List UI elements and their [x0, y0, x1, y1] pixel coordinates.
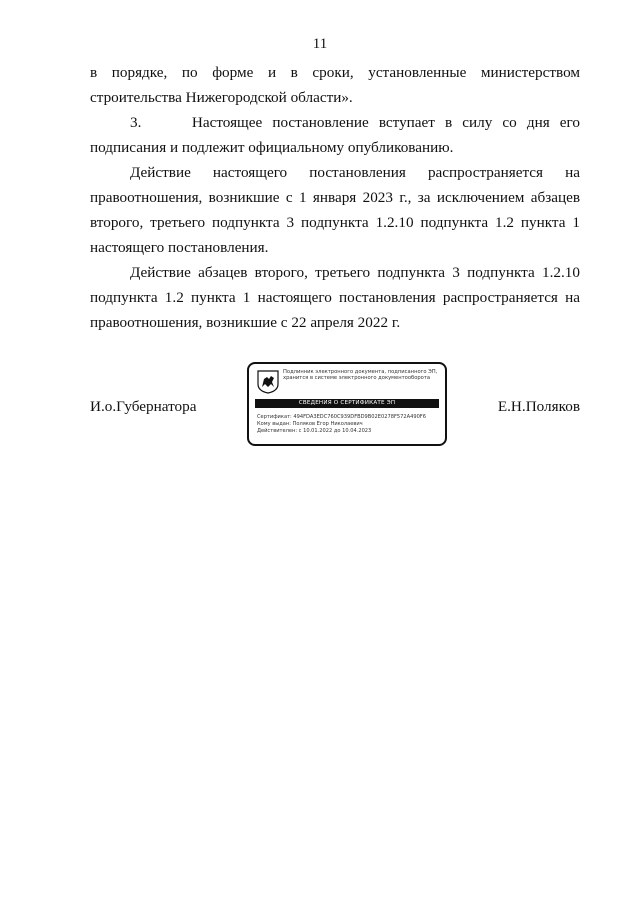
stamp-title-bar: СВЕДЕНИЯ О СЕРТИФИКАТЕ ЭП [255, 399, 439, 408]
stamp-header [283, 369, 443, 382]
paragraph-item-3: 3. Настоящее постановление вступает в силу со дня его подписания и подлежит официальному опубликованию. [90, 114, 580, 156]
stamp-details [257, 414, 443, 435]
paragraph-effect-2023: Действие настоящего постановления распространяется на правоотношения, возникшие с 1 января 2023 г., за исключением абзацев второго, третьего подпункта 3 подпункта 1.2.10 подпункта 1.2 пункта 1 настоящего постановления. [90, 164, 580, 256]
stamp-validity: Действителен: с 10.01.2022 до 10.04.2023 [257, 428, 372, 434]
document-body [90, 60, 580, 335]
stamp-header-line: хранится в системе электронного документооборота [283, 375, 431, 382]
stamp-certificate: Сертификат: 494FDA3EDC760C939DFBD9B02E0278F572A490F6 [257, 414, 426, 420]
coat-of-arms-icon [257, 370, 279, 394]
page-number: 11 [312, 36, 328, 52]
paragraph-effect-2022: Действие абзацев второго, третьего подпункта 3 подпункта 1.2.10 подпункта 1.2 пункта 1 настоящего постановления распространяется на правоотношения, возникшие с 22 апреля 2022 г. [90, 264, 580, 331]
signatory-name: Е.Н.Поляков [497, 398, 580, 415]
paragraph-continuation: в порядке, по форме и в сроки, установленные министерством строительства Нижегородской области». [90, 64, 580, 106]
stamp-issued-to: Кому выдан: Поляков Егор Николаевич [257, 421, 363, 427]
electronic-signature-stamp [247, 362, 447, 446]
signatory-position: И.о.Губернатора [90, 398, 197, 415]
stamp-header-line: Подлинник электронного документа, подписанного ЭП, [283, 369, 438, 375]
